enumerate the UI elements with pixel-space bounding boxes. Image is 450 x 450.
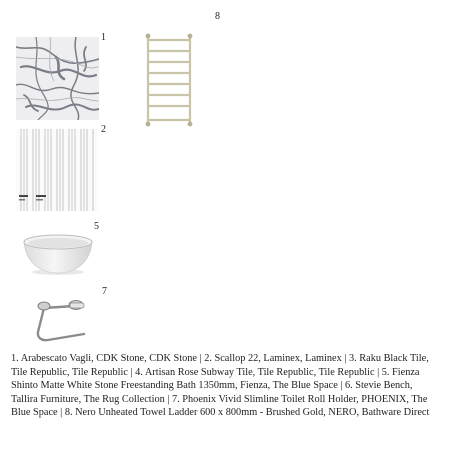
item-5-number: 5 xyxy=(94,221,99,232)
product-caption: 1. Arabescato Vagli, CDK Stone, CDK Stone | 2. Scallop 22, Laminex, Laminex | 3. Raku Black Tile, Tile Republic, Tile Republic | 4. Artisan Rose Subway Tile, Tile Republic, Tile Republic | 5. Fienza Shinto Matte White Stone Freestanding Bath 1350mm, Fienza, The Blue Space | 6. Stevie Bench, Tallira Furniture, The Rug Collection | 7. Phoenix Vivid Slimline Toilet Roll Holder, PHOENIX, The Blue Space | 8. Nero Unheated Towel Ladder 600 x 800mm - Brushed Gold, NERO, Bathware Direct xyxy=(11,353,430,419)
bath-basin-icon xyxy=(22,232,94,276)
scallop-tile-icon xyxy=(16,129,98,211)
towel-ladder-icon xyxy=(140,30,200,130)
marble-swatch-icon xyxy=(16,37,99,120)
item-1-number: 1 xyxy=(101,32,106,43)
page-number: 8 xyxy=(215,11,220,22)
toilet-roll-holder-icon xyxy=(30,294,98,346)
item-7-number: 7 xyxy=(102,286,107,297)
item-2-number: 2 xyxy=(101,124,106,135)
